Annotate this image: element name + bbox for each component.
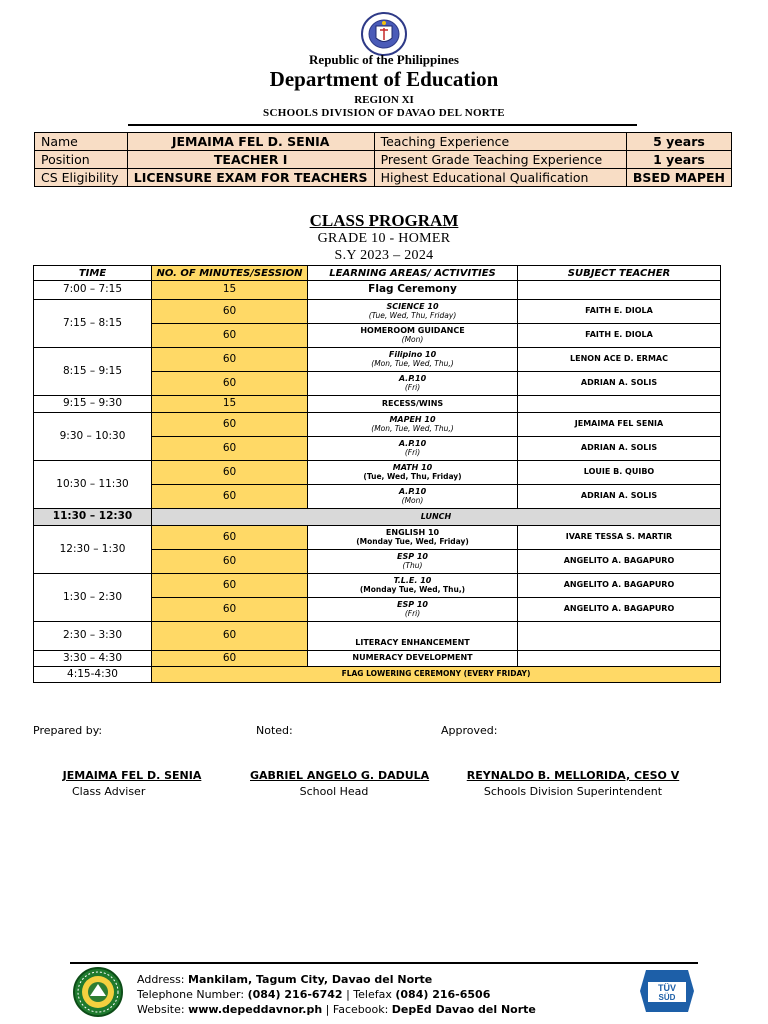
subject-days: (Mon, Tue, Wed, Thu,) — [371, 423, 454, 433]
phone-line — [137, 987, 536, 1002]
subject-days: (Fri) — [404, 608, 421, 618]
minutes-header: NO. OF MINUTES/SESSION — [152, 266, 308, 281]
noted-title: School Head — [299, 785, 369, 798]
table-row — [34, 348, 721, 372]
noted-signatory — [250, 769, 430, 798]
area-cell — [308, 526, 518, 550]
time-cell: 3:30 – 4:30 — [34, 651, 152, 667]
teacher-cell: ANGELITO A. BAGAPURO — [518, 598, 721, 622]
info-row — [35, 151, 732, 169]
teaching-exp-value: 5 years — [626, 133, 731, 151]
prepared-name: JEMAIMA FEL D. SENIA — [62, 769, 202, 782]
minutes-cell: 60 — [152, 324, 308, 348]
teacher-cell: ANGELITO A. BAGAPURO — [518, 574, 721, 598]
prepared-signatory — [52, 769, 212, 798]
teacher-info-table — [34, 132, 732, 187]
table-row — [34, 281, 721, 300]
web-line — [137, 1002, 536, 1017]
subject-name: ENGLISH 10 — [385, 527, 440, 537]
teacher-cell: ANGELITO A. BAGAPURO — [518, 550, 721, 574]
lunch-cell: LUNCH — [152, 509, 721, 526]
time-cell: 1:30 – 2:30 — [34, 574, 152, 622]
minutes-cell: 15 — [152, 396, 308, 413]
time-cell: 11:30 – 12:30 — [34, 509, 152, 526]
teacher-cell — [518, 281, 721, 300]
approved-label: Approved: — [441, 724, 498, 737]
deped-seal-icon — [354, 12, 414, 56]
minutes-cell: 60 — [152, 461, 308, 485]
subject-days: (Mon) — [401, 495, 424, 505]
footer-contact — [137, 972, 536, 1017]
teacher-cell — [518, 622, 721, 651]
website-link[interactable]: www.depeddavnor.ph — [188, 1003, 323, 1016]
table-row — [34, 396, 721, 413]
facebook-link[interactable]: DepEd Davao del Norte — [391, 1003, 536, 1016]
time-cell: 12:30 – 1:30 — [34, 526, 152, 574]
teacher-cell — [518, 651, 721, 667]
teacher-cell: LENON ACE D. ERMAC — [518, 348, 721, 372]
table-row — [34, 461, 721, 485]
table-header-row — [34, 266, 721, 281]
department-heading: Department of Education — [269, 67, 499, 91]
area-cell: LITERACY ENHANCEMENT — [308, 622, 518, 651]
header-divider — [128, 124, 637, 126]
subject-days: (Fri) — [404, 382, 421, 392]
division-heading: SCHOOLS DIVISION OF DAVAO DEL NORTE — [263, 107, 505, 119]
minutes-cell: 60 — [152, 413, 308, 437]
tuv-text: TÜV — [658, 983, 676, 993]
time-cell: 9:30 – 10:30 — [34, 413, 152, 461]
time-cell: 4:15-4:30 — [34, 667, 152, 683]
subject-days: (Thu) — [402, 560, 423, 570]
minutes-cell: 60 — [152, 622, 308, 651]
area-cell: Flag Ceremony — [308, 281, 518, 300]
area-cell: RECESS/WINS — [308, 396, 518, 413]
minutes-cell: 60 — [152, 300, 308, 324]
eligibility-value: LICENSURE EXAM FOR TEACHERS — [127, 169, 374, 187]
subject-name: MAPEH 10 — [389, 414, 436, 424]
teacher-header: SUBJECT TEACHER — [518, 266, 721, 281]
separator: | — [325, 1003, 330, 1016]
telefax-label: Telefax — [353, 988, 392, 1001]
area-cell — [308, 413, 518, 437]
flag-lowering-cell: FLAG LOWERING CEREMONY (EVERY FRIDAY) — [152, 667, 721, 683]
table-row — [34, 651, 721, 667]
time-cell: 2:30 – 3:30 — [34, 622, 152, 651]
area-cell — [308, 324, 518, 348]
teacher-cell: ADRIAN A. SOLIS — [518, 372, 721, 396]
minutes-cell: 60 — [152, 598, 308, 622]
teacher-cell: ADRIAN A. SOLIS — [518, 437, 721, 461]
telefax-value: (084) 216-6506 — [395, 988, 491, 1001]
facebook-label: Facebook: — [332, 1003, 389, 1016]
subject-name: SCIENCE 10 — [386, 301, 439, 311]
teacher-cell: IVARE TESSA S. MARTIR — [518, 526, 721, 550]
minutes-cell: 60 — [152, 526, 308, 550]
time-cell: 9:15 – 9:30 — [34, 396, 152, 413]
time-cell: 8:15 – 9:15 — [34, 348, 152, 396]
table-row — [34, 622, 721, 651]
table-row — [34, 574, 721, 598]
table-row — [34, 667, 721, 683]
phone-value: (084) 216-6742 — [247, 988, 343, 1001]
prepared-title: Class Adviser — [72, 785, 146, 798]
area-cell — [308, 300, 518, 324]
minutes-cell: 60 — [152, 348, 308, 372]
subject-days: (Tue, Wed, Thu, Friday) — [363, 471, 462, 481]
time-header: TIME — [34, 266, 152, 281]
subject-days: (Fri) — [404, 447, 421, 457]
position-value: TEACHER I — [127, 151, 374, 169]
subject-name: HOMEROOM GUIDANCE — [360, 325, 465, 335]
subject-name: ESP 10 — [396, 599, 428, 609]
address-label: Address: — [137, 973, 185, 986]
division-seal-icon — [68, 966, 130, 1018]
teaching-exp-label: Teaching Experience — [374, 133, 626, 151]
tuv-sud-iso-logo — [636, 966, 698, 1016]
area-cell — [308, 348, 518, 372]
minutes-cell: 60 — [152, 574, 308, 598]
subject-name: T.L.E. 10 — [393, 575, 432, 585]
teacher-cell: JEMAIMA FEL SENIA — [518, 413, 721, 437]
class-program-table — [33, 265, 721, 683]
teacher-cell — [518, 396, 721, 413]
class-program-title: CLASS PROGRAM — [309, 211, 459, 230]
school-year: S.Y 2023 – 2024 — [334, 248, 434, 263]
website-label: Website: — [137, 1003, 185, 1016]
approved-name: REYNALDO B. MELLORIDA, CESO V — [466, 769, 680, 782]
subject-name: A.P.10 — [398, 373, 427, 383]
approved-title: Schools Division Superintendent — [483, 785, 663, 798]
minutes-cell: 15 — [152, 281, 308, 300]
name-label: Name — [35, 133, 128, 151]
subject-name: ESP 10 — [396, 551, 428, 561]
subject-days: (Monday Tue, Wed, Thu,) — [359, 584, 466, 594]
address-line — [137, 972, 536, 987]
subject-days: (Mon) — [401, 334, 424, 344]
sud-text: SÜD — [658, 993, 676, 1002]
subject-days: (Mon, Tue, Wed, Thu,) — [371, 358, 454, 368]
separator: | — [346, 988, 350, 1001]
minutes-cell: 60 — [152, 437, 308, 461]
info-row — [35, 169, 732, 187]
phone-label: Telephone Number: — [137, 988, 245, 1001]
minutes-cell: 60 — [152, 651, 308, 667]
present-exp-label: Present Grade Teaching Experience — [374, 151, 626, 169]
noted-label: Noted: — [256, 724, 293, 737]
info-row — [35, 133, 732, 151]
time-cell: 7:00 – 7:15 — [34, 281, 152, 300]
subject-name: MATH 10 — [392, 462, 433, 472]
area-cell — [308, 598, 518, 622]
prepared-by-label: Prepared by: — [33, 724, 103, 737]
time-cell: 7:15 – 8:15 — [34, 300, 152, 348]
teacher-cell: LOUIE B. QUIBO — [518, 461, 721, 485]
table-row — [34, 526, 721, 550]
teacher-cell: ADRIAN A. SOLIS — [518, 485, 721, 509]
subject-days: (Monday Tue, Wed, Friday) — [356, 536, 469, 546]
grade-section: GRADE 10 - HOMER — [317, 231, 451, 246]
noted-name: GABRIEL ANGELO G. DADULA — [250, 769, 430, 782]
teacher-cell: FAITH E. DIOLA — [518, 324, 721, 348]
subject-name: A.P.10 — [398, 438, 427, 448]
region-heading: REGION XI — [354, 94, 414, 106]
teacher-cell: FAITH E. DIOLA — [518, 300, 721, 324]
footer-divider — [70, 962, 698, 964]
republic-heading: Republic of the Philippines — [309, 52, 459, 67]
subject-days: (Tue, Wed, Thu, Friday) — [368, 310, 457, 320]
subject-name: A.P.10 — [398, 486, 427, 496]
minutes-cell: 60 — [152, 550, 308, 574]
minutes-cell: 60 — [152, 372, 308, 396]
area-cell — [308, 437, 518, 461]
table-row — [34, 413, 721, 437]
area-cell — [308, 372, 518, 396]
qualification-label: Highest Educational Qualification — [374, 169, 626, 187]
approved-signatory — [462, 769, 684, 798]
minutes-cell: 60 — [152, 485, 308, 509]
qualification-value: BSED MAPEH — [626, 169, 731, 187]
address-value: Mankilam, Tagum City, Davao del Norte — [188, 973, 433, 986]
table-row — [34, 300, 721, 324]
area-header: LEARNING AREAS/ ACTIVITIES — [308, 266, 518, 281]
name-value: JEMAIMA FEL D. SENIA — [127, 133, 374, 151]
position-label: Position — [35, 151, 128, 169]
present-exp-value: 1 years — [626, 151, 731, 169]
area-cell — [308, 485, 518, 509]
time-cell: 10:30 – 11:30 — [34, 461, 152, 509]
eligibility-label: CS Eligibility — [35, 169, 128, 187]
area-cell — [308, 574, 518, 598]
area-cell — [308, 461, 518, 485]
subject-name: Filipino 10 — [388, 349, 437, 359]
area-cell: NUMERACY DEVELOPMENT — [308, 651, 518, 667]
area-cell — [308, 550, 518, 574]
table-row — [34, 509, 721, 526]
